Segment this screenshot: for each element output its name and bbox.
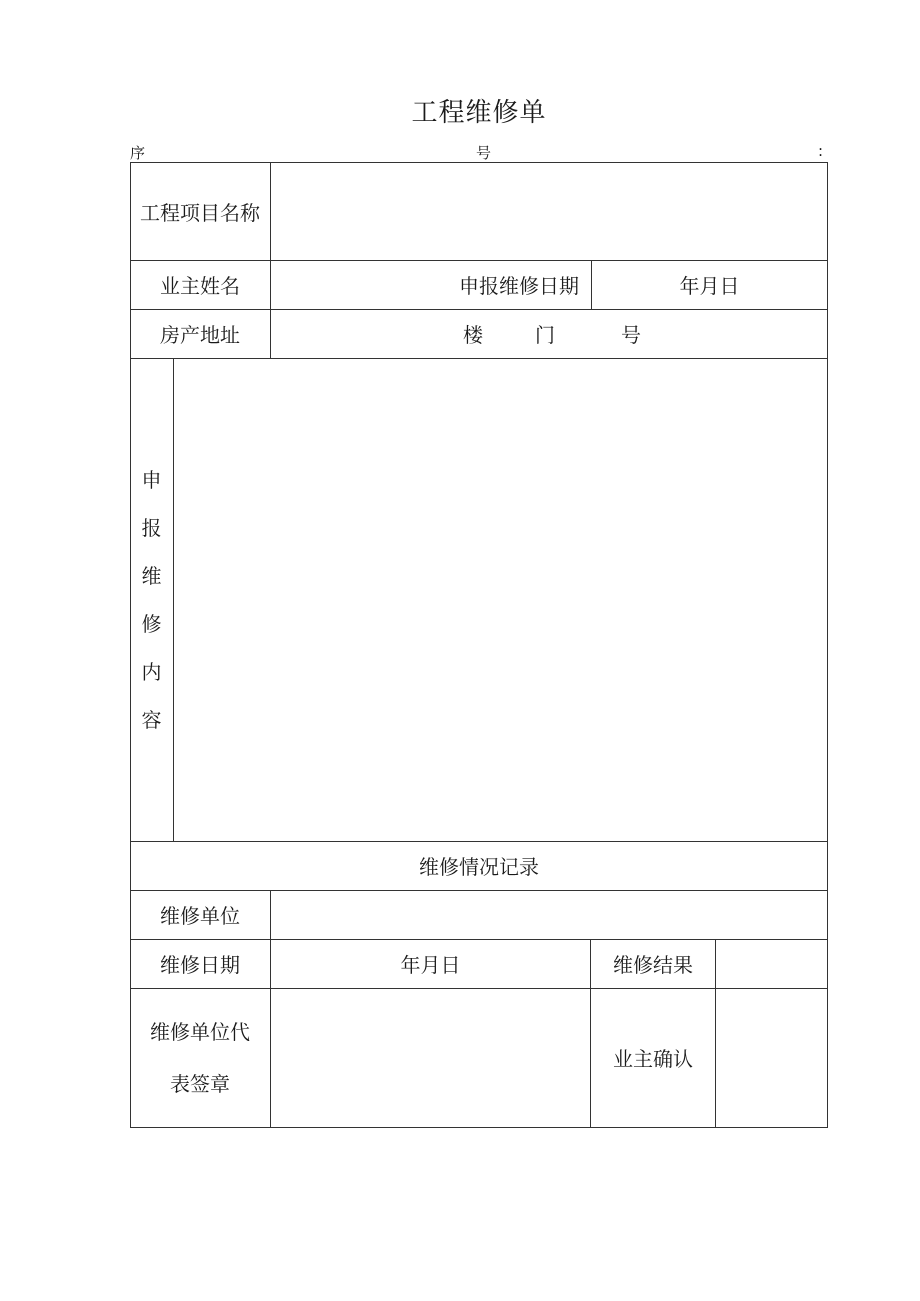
report-content-char: 申 [141, 467, 162, 492]
repair-result-field[interactable] [716, 939, 827, 988]
report-content-char: 内 [141, 659, 162, 684]
serial-label-suffix: 号 [476, 144, 492, 162]
table-border-bottom [130, 1127, 828, 1128]
record-section-header: 维修情况记录 [419, 855, 539, 879]
address-number: 号 [621, 323, 641, 347]
owner-confirm-field[interactable] [716, 989, 827, 1127]
table-border-right [827, 162, 828, 1128]
report-content-label [130, 358, 173, 841]
report-date-label: 申报维修日期 [459, 274, 579, 298]
report-content-char: 修 [141, 611, 162, 636]
report-content-field[interactable] [174, 359, 827, 841]
signature-label [130, 988, 270, 1127]
repair-unit-field[interactable] [271, 891, 827, 939]
repair-unit-label: 维修单位 [160, 904, 240, 928]
repair-result-label: 维修结果 [613, 953, 693, 977]
signature-label-line2: 表签章 [170, 1071, 230, 1096]
report-content-char: 报 [141, 515, 162, 540]
project-name-label: 工程项目名称 [140, 200, 260, 225]
address-unit: 门 [535, 323, 555, 347]
report-content-char: 容 [141, 707, 162, 732]
serial-label: 序 [130, 144, 146, 162]
repair-date-value[interactable]: 年月日 [400, 953, 461, 977]
report-date-value[interactable]: 年月日 [679, 274, 740, 298]
address-label: 房产地址 [160, 323, 240, 347]
repair-date-label: 维修日期 [160, 953, 240, 977]
address-building: 楼 [463, 323, 483, 347]
signature-label-line1: 维修单位代 [150, 1019, 250, 1044]
owner-name-label: 业主姓名 [160, 274, 240, 298]
repair-form-table [130, 162, 828, 1128]
owner-confirm-label: 业主确认 [613, 1047, 693, 1071]
form-title: 工程维修单 [411, 98, 547, 128]
serial-colon: : [818, 142, 824, 160]
report-content-char: 维 [141, 563, 162, 588]
signature-field[interactable] [271, 989, 590, 1127]
project-name-field[interactable] [271, 163, 827, 260]
